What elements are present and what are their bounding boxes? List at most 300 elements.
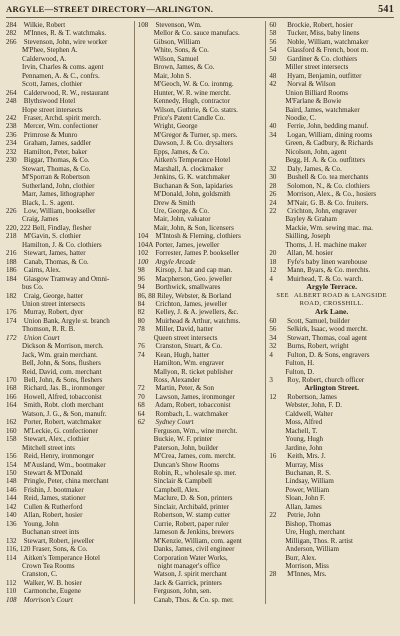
entry-text: Gardiner & Co. clothiers (287, 54, 358, 63)
entry-text: Solomon, N., & Co. clothiers (287, 181, 370, 190)
directory-entry (269, 232, 394, 240)
entry-text: Allan, James (285, 502, 322, 511)
directory-entry (269, 461, 394, 469)
entry-text: Crichton, John, engraver (287, 206, 357, 215)
entry-text: Buchanan & Son, lapidaries (153, 181, 233, 190)
street-number: 22 (269, 206, 277, 215)
entry-text: Macpherson, Geo. jeweller (155, 274, 232, 283)
entry-text: Selkirk, Isaac, wood mercht. (287, 325, 368, 334)
column-right (266, 21, 394, 604)
directory-entry (138, 224, 263, 232)
entry-text: Buckie, W. F. printer (153, 435, 213, 444)
street-number: 172 (6, 333, 17, 342)
directory-entry (138, 579, 263, 587)
directory-entry (138, 156, 263, 164)
street-number: 232 (6, 147, 17, 156)
directory-entry (6, 537, 131, 545)
entry-text: Brown, James, & Co. (153, 63, 215, 72)
directory-entry (269, 511, 394, 519)
directory-entry (138, 106, 263, 114)
entry-text: ROAD, CROSSHILL. (299, 299, 364, 307)
street-number: 150 (6, 469, 17, 478)
entry-text: Stevenson, Wm. (155, 21, 202, 29)
entry-text: Duncan's Show Rooms (153, 460, 220, 469)
directory-entry (6, 21, 131, 29)
street-number: 142 (6, 502, 17, 511)
entry-text: M'Gregor & Turner, sp. mers. (153, 130, 238, 139)
street-number: 220, 222 (6, 223, 31, 232)
directory-entry (138, 554, 263, 562)
directory-entry (138, 165, 263, 173)
directory-entry (138, 359, 263, 367)
directory-entry (138, 562, 263, 570)
directory-entry (6, 317, 131, 325)
directory-entry (138, 444, 263, 452)
street-number: 54 (269, 46, 277, 55)
directory-entry (6, 520, 131, 528)
directory-entry (6, 494, 131, 502)
directory-entry (138, 38, 263, 46)
entry-text: Calderwood, R. W., restaurant (23, 88, 109, 97)
entry-text: Noble, William, watchmaker (287, 37, 369, 46)
entry-text: Epps, James, & Co. (153, 147, 210, 156)
entry-text: M'Gavin, S. clothier (23, 232, 82, 241)
street-number: 86, 88 (137, 291, 156, 300)
entry-text: Maclure, D. & Son, printers (153, 494, 233, 503)
street-number: 12 (269, 266, 277, 275)
header-middle: STREET DIRECTORY (53, 4, 147, 14)
entry-text: Mair, John, valuator (153, 215, 211, 224)
entry-text: Glassford & French, boot m. (287, 46, 369, 55)
directory-entry (269, 266, 394, 274)
entry-text: Martin, Peter, & Son (155, 384, 215, 393)
entry-text: Thoms, J. H. machine maker (285, 240, 367, 249)
directory-entry (269, 156, 394, 164)
directory-entry (269, 224, 394, 232)
entry-text: Campbell, Alex. (153, 485, 200, 494)
entry-text: Argyle Arcade (155, 257, 196, 266)
entry-text: Gibson, William (153, 37, 201, 46)
entry-text: Howell, Alfred, tobacconist (23, 392, 102, 401)
entry-text: Bell, John, & Sons, flushers (22, 359, 101, 368)
column-left (6, 21, 135, 604)
street-number: 284 (6, 21, 17, 29)
street-number: 226 (6, 206, 17, 215)
directory-entry (138, 173, 263, 181)
entry-text: Thomson, R. R. B. (22, 325, 76, 334)
entry-text: Miller, David, hatter (155, 325, 214, 334)
street-number: 182 (6, 291, 17, 300)
entry-text: Murray, Robert, dyer (23, 308, 84, 317)
entry-text: Marshall, A. clockmaker (153, 164, 224, 173)
entry-text: Muirhead & Arthur, watchms. (155, 316, 241, 325)
street-number: 174 (6, 316, 17, 325)
entry-text: Low, William, bookseller (23, 206, 96, 215)
entry-text: Begg, H. A. & Co. outfitters (285, 156, 366, 165)
directory-entry (138, 410, 263, 418)
directory-entry (138, 334, 263, 342)
directory-entry (138, 63, 263, 71)
entry-text: Danks, James, civil engineer (153, 545, 235, 554)
entry-text: Bishop, Thomas (285, 519, 332, 528)
street-number: 166 (6, 392, 17, 401)
directory-entry (6, 249, 131, 257)
directory-entry (138, 351, 263, 359)
street-number: 12 (269, 392, 277, 401)
entry-text: ALBERT ROAD & LANGSIDE (294, 291, 387, 299)
entry-text: Graham, James, saddler (23, 139, 92, 148)
directory-entry (6, 131, 131, 139)
directory-entry (138, 80, 263, 88)
directory-entry (269, 317, 394, 325)
directory-entry (6, 393, 131, 401)
directory-entry (6, 38, 131, 46)
directory-entry (138, 89, 263, 97)
entry-text: Dawson, J. & Co. drysalters (153, 139, 233, 148)
street-number: 3 (269, 376, 273, 385)
directory-entry (6, 325, 131, 333)
entry-text: Keith, Mrs. J. (287, 452, 326, 461)
entry-text: Mair, John, & Son, licensers (153, 223, 234, 232)
entry-text: Glasgow Tramway and Omni- (23, 274, 110, 283)
street-number: 34 (269, 333, 277, 342)
running-header (6, 4, 394, 18)
entry-text: Norval & Wilson (287, 80, 336, 89)
entry-text: M'Farlane & Bowie (285, 97, 342, 106)
street-number: 94 (137, 283, 145, 292)
directory-entry (6, 427, 131, 435)
directory-entry (269, 545, 394, 553)
entry-text: Ferrie, John, bedding manuf. (287, 122, 369, 131)
directory-entry (138, 520, 263, 528)
entry-text: Kean, Hugh, hatter (155, 350, 210, 359)
street-number: 32 (269, 164, 277, 173)
directory-entry (6, 292, 131, 300)
street-number: 26 (269, 190, 277, 199)
entry-text: Kelley, J. & A. jewellers, &c. (155, 308, 239, 317)
street-number: 242 (6, 113, 17, 122)
directory-entry (138, 308, 263, 316)
entry-text: Mellor & Co. sauce manufacs. (153, 29, 240, 38)
directory-entry (269, 148, 394, 156)
directory-entry (269, 165, 394, 173)
directory-entry (138, 452, 263, 460)
entry-text: Lawson, James, ironmonger (155, 392, 235, 401)
directory-entry (138, 199, 263, 207)
directory-entry (138, 122, 263, 130)
street-number: 230 (6, 156, 17, 165)
directory-entry (6, 418, 131, 426)
entry-text: Adam, Robert, tobacconist (155, 401, 231, 410)
street-number: 68 (137, 401, 145, 410)
entry-text: Milligan, Thos. R. artist (285, 536, 353, 545)
entry-text: bus Co. (22, 283, 44, 292)
entry-text: Arlington Street. (304, 384, 360, 393)
directory-entry (6, 215, 131, 223)
entry-text: Mair, John S. (153, 71, 192, 80)
street-number: 76 (137, 342, 145, 351)
street-number: 108 (6, 595, 17, 604)
street-number: 156 (6, 452, 17, 461)
directory-entry (6, 596, 131, 604)
entry-text: Bayley & Graham (285, 215, 338, 224)
directory-entry (6, 63, 131, 71)
directory-entry (269, 537, 394, 545)
entry-text: Bushell & Co. tea merchants (287, 173, 369, 182)
directory-entry (6, 80, 131, 88)
entry-text: Pennamen, A. & C., confrs. (22, 71, 100, 80)
directory-entry (6, 511, 131, 519)
directory-entry (269, 384, 394, 392)
entry-text: Burr, Alex. (285, 553, 317, 562)
entry-text: Reid, Henry, ironmonger (23, 452, 95, 461)
directory-entry (269, 570, 394, 578)
entry-text: M'Leckie, G. confectioner (23, 426, 98, 435)
entry-text: Hunter, W. R. wine mercht. (153, 88, 231, 97)
street-number: 108 (137, 21, 149, 29)
street-number: 64 (137, 409, 145, 418)
directory-entry (138, 376, 263, 384)
directory-entry (269, 21, 394, 29)
directory-entry (269, 173, 394, 181)
entry-text: Machell, T. (285, 426, 318, 435)
entry-text: Smith, Robt. cloth merchant (23, 401, 104, 410)
entry-text: Roy, Robert, church officer (287, 376, 365, 385)
entry-text: Morrison's Court (23, 595, 73, 604)
directory-entry (6, 554, 131, 562)
entry-text: Jameson & Jenkins, brewers (153, 528, 234, 537)
street-number: 158 (6, 435, 17, 444)
street-number: 282 (6, 29, 17, 38)
directory-entry (6, 106, 131, 114)
entry-text: Hyam, Benjamin, outfitter (287, 71, 362, 80)
street-number: 234 (6, 139, 17, 148)
directory-entry (6, 300, 131, 308)
directory-entry (6, 368, 131, 376)
street-number: 104 (137, 232, 149, 241)
entry-text: M'Phee, Stephen A. (22, 46, 78, 55)
entry-text: Crown Tea Rooms (22, 562, 75, 570)
street-number: 22 (269, 511, 277, 520)
directory-entry (269, 106, 394, 114)
street-number: 56 (269, 325, 277, 334)
entry-text: Forrester, James P. bookseller (155, 249, 240, 258)
street-number: 168 (6, 384, 17, 393)
entry-text: Nicolson, John, agent (285, 147, 347, 156)
directory-entry (6, 114, 131, 122)
entry-text: Black, L. S. agent. (22, 198, 75, 207)
entry-text: Rombach, L. watchmaker (155, 409, 229, 418)
entry-text: Reid, David, com. merchant (22, 367, 102, 376)
street-number: 136 (6, 519, 17, 528)
directory-entry (138, 368, 263, 376)
entry-text: Young, John (23, 519, 59, 528)
directory-entry (269, 38, 394, 46)
directory-entry (269, 258, 394, 266)
street-number: 48 (269, 71, 277, 80)
directory-entry (269, 131, 394, 139)
entry-text: Canab, Thos. & Co. sp. mer. (153, 595, 234, 604)
directory-entry (6, 275, 131, 283)
directory-entry (138, 494, 263, 502)
entry-text: Watson, J. G., & Son, manufr. (22, 409, 107, 418)
entry-text: Robertson, W. stamp cutter (153, 511, 231, 520)
directory-entry (269, 63, 394, 71)
entry-text: Irvin, Charles & coms. agent (22, 63, 104, 72)
entry-text: M'Nair, G. B. & Co. fruiters. (287, 198, 369, 207)
street-number: 144 (6, 494, 17, 503)
header-left: ARGYLE (6, 4, 45, 14)
entry-text: Green, & Cadbury, & Richards (285, 139, 373, 148)
entry-text: Cranston, Stuart, & Co. (155, 342, 222, 351)
street-number: 146 (6, 485, 17, 494)
street-number: 18 (269, 257, 277, 266)
directory-entry (6, 469, 131, 477)
entry-text: Riley, Webster, & Borland (157, 291, 232, 300)
entry-text: M'Innes, Mrs. (287, 570, 327, 579)
directory-entry (6, 283, 131, 291)
entry-text: Robertson, James (287, 392, 337, 401)
directory-entry (6, 461, 131, 469)
entry-text: Canab, Thomas, & Co. (23, 257, 89, 266)
directory-entry (269, 199, 394, 207)
directory-entry (269, 410, 394, 418)
directory-entry (269, 359, 394, 367)
directory-entry (138, 342, 263, 350)
directory-entry (6, 139, 131, 147)
directory-entry (269, 190, 394, 198)
entry-text: Aitken's Temperance Hotel (153, 156, 231, 165)
directory-entry (138, 97, 263, 105)
directory-entry (138, 384, 263, 392)
street-number: 100 (137, 257, 149, 266)
entry-text: Ure, George, & Co. (153, 206, 210, 215)
directory-entry (138, 427, 263, 435)
entry-text: Baird, James, watchmaker (285, 105, 360, 114)
entry-text: Sutherland, John, clothier (22, 181, 95, 190)
directory-entry (269, 401, 394, 409)
directory-entry (138, 275, 263, 283)
directory-entry (138, 511, 263, 519)
directory-entry (138, 393, 263, 401)
directory-entry (138, 503, 263, 511)
street-number: 176 (6, 308, 17, 317)
directory-entry (138, 325, 263, 333)
entry-text: Wilson, Samuel (153, 54, 199, 63)
directory-entry (6, 503, 131, 511)
entry-text: Fraser, Sons, & Co. (32, 545, 88, 554)
directory-entry (6, 165, 131, 173)
entry-text: Scott, James, clothier (22, 80, 83, 89)
directory-entry (6, 29, 131, 37)
directory-entry (138, 587, 263, 595)
street-number: 184 (6, 274, 17, 283)
directory-entry (6, 266, 131, 274)
directory-entry (6, 376, 131, 384)
directory-entry (6, 587, 131, 595)
entry-text: Walker, W. B. hosier (23, 578, 82, 587)
directory-entry (269, 139, 394, 147)
entry-text: M'Geoch, W. & Co. ironmg. (153, 80, 234, 89)
street-number: 60 (269, 21, 277, 29)
entry-text: Pringle, Peter, china merchant (23, 477, 109, 486)
directory-entry (138, 29, 263, 37)
directory-entry (138, 461, 263, 469)
directory-entry (138, 401, 263, 409)
entry-text: Dickson & Morrison, merch. (22, 342, 104, 351)
street-number: 148 (6, 477, 17, 486)
street-number: 98 (137, 266, 145, 275)
entry-text: Stewart, Robert, jeweller (23, 536, 95, 545)
entry-text: Skilling, Joseph (285, 232, 331, 241)
entry-text: Mitchell street ints (22, 443, 75, 452)
directory-entry (138, 418, 263, 426)
entry-text: Tucker, Miss, baby linens (286, 29, 360, 38)
entry-text: Muirhead, T. & Co. warch. (287, 274, 364, 283)
entry-text: Webster, John, F. D. (285, 401, 343, 410)
entry-text: Daly, James, & Co. (287, 164, 342, 173)
street-number: 170 (6, 376, 17, 385)
directory-entry (6, 452, 131, 460)
entry-text: M'Intosh & Fleming, clothiers (155, 232, 241, 241)
entry-text: Craig, James (22, 215, 59, 224)
entry-text: Ross, Alexander (153, 376, 200, 385)
directory-entry (269, 283, 394, 291)
directory-entry (269, 182, 394, 190)
entry-text: Kennedy, Hugh, contractor (153, 97, 230, 106)
street-number: 236 (6, 130, 17, 139)
directory-entry (269, 122, 394, 130)
directory-entry (6, 477, 131, 485)
directory-entry (6, 308, 131, 316)
street-number: 70 (137, 392, 145, 401)
entry-text: Stewart, Thomas, & Co. (22, 164, 91, 173)
entry-text: Buchanan street ints (22, 528, 80, 537)
entry-text: Craig, George, hatter (23, 291, 84, 300)
directory-entry (269, 435, 394, 443)
directory-entry (138, 114, 263, 122)
entry-text: M'Crea, James, com. mercht. (153, 452, 236, 461)
entry-text: M'Ausland, Wm., bootmaker (23, 460, 106, 469)
entry-text: Power, William (285, 485, 330, 494)
directory-entry (6, 148, 131, 156)
entry-text: Lindsay, William (285, 477, 334, 486)
directory-entry (6, 182, 131, 190)
entry-text: Hamilton, Peter, baker (23, 147, 88, 156)
directory-entry (138, 207, 263, 215)
entry-text: Petrie, John (287, 511, 321, 520)
entry-text: Union Bank, Argyle st. branch (23, 316, 110, 325)
directory-entry (269, 469, 394, 477)
directory-entry (138, 232, 263, 240)
entry-text: Ferguson, John, sen. (153, 587, 212, 596)
directory-entry (138, 249, 263, 257)
entry-text: Mann, Byars, & Co. merchts. (287, 266, 371, 275)
directory-entry (269, 393, 394, 401)
directory-entry (269, 46, 394, 54)
directory-entry (6, 97, 131, 105)
entry-text: Hamilton, Wm. engraver (153, 359, 224, 368)
directory-entry (138, 469, 263, 477)
entry-text: Hope street intersects (22, 105, 83, 114)
entry-text: Stewart, Thomas, coal agent (287, 333, 368, 342)
directory-entry (6, 351, 131, 359)
directory-entry (269, 494, 394, 502)
directory-entry (269, 562, 394, 570)
directory-entry (269, 520, 394, 528)
street-number: 78 (137, 325, 145, 334)
street-number: 162 (6, 418, 17, 427)
